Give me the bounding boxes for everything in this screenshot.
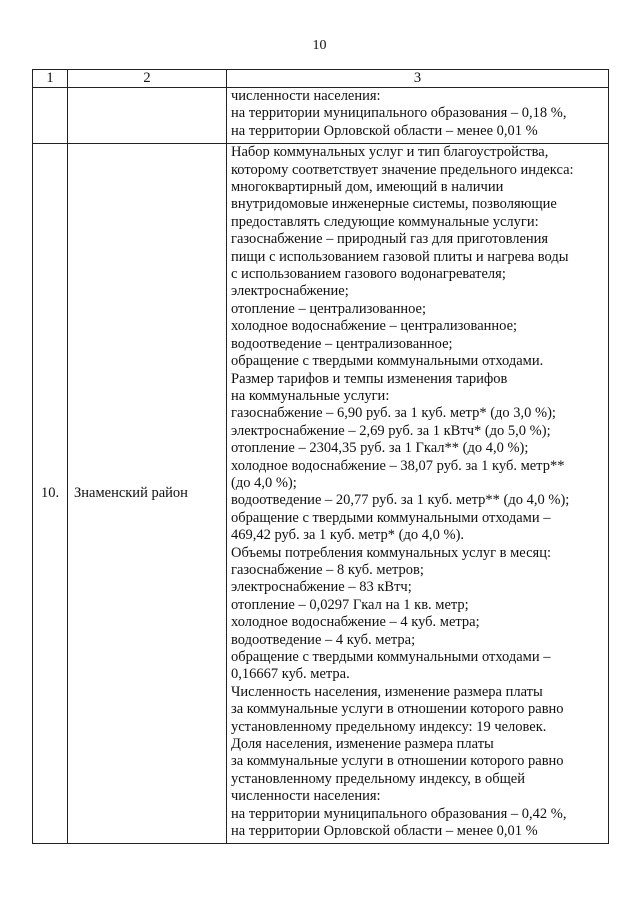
- text-line: обращение с твердыми коммунальными отходами –: [231, 509, 551, 526]
- text-line: газоснабжение – природный газ для приготовления: [231, 231, 549, 248]
- text-line: внутридомовые инженерные системы, позволяющие: [231, 196, 557, 213]
- text-line: 469,42 руб. за 1 куб. метр* (до 4,0 %).: [231, 527, 465, 544]
- text-line: с использованием газового водонагревателя;: [231, 266, 506, 283]
- text-line: пищи с использованием газовой плиты и нагрева воды: [231, 248, 569, 265]
- text-line: на территории муниципального образования – 0,42 %,: [231, 805, 567, 822]
- text-line: Доля населения, изменение размера платы: [231, 736, 494, 753]
- text-line: которому соответствует значение предельного индекса:: [231, 161, 574, 178]
- text-line: холодное водоснабжение – 4 куб. метра;: [231, 614, 480, 631]
- text-line: на коммунальные услуги:: [231, 387, 390, 404]
- continuation-text-cell: [227, 88, 609, 144]
- text-line: обращение с твердыми коммунальными отходами.: [231, 353, 544, 370]
- text-line: за коммунальные услуги в отношении которого равно: [231, 753, 564, 770]
- text-line: многоквартирный дом, имеющий в наличии: [231, 179, 504, 196]
- text-line: на территории Орловской области – менее 0,01 %: [231, 823, 538, 840]
- text-line: электроснабжение;: [231, 283, 349, 300]
- text-line: установленному предельному индексу: 19 человек.: [231, 718, 547, 735]
- row-text-cell: [227, 144, 609, 844]
- text-line: численности населения:: [231, 88, 381, 104]
- text-line: газоснабжение – 6,90 руб. за 1 куб. метр* (до 3,0 %);: [231, 405, 556, 422]
- text-line: на территории муниципального образования – 0,18 %,: [231, 105, 567, 122]
- text-line: на территории Орловской области – менее 0,01 %: [231, 122, 538, 139]
- text-line: электроснабжение – 2,69 руб. за 1 кВтч* (до 5,0 %);: [231, 422, 551, 439]
- continuation-row: [33, 88, 609, 144]
- text-line: (до 4,0 %);: [231, 474, 297, 491]
- header-col-2: 2: [68, 70, 227, 88]
- header-col-3: 3: [227, 70, 609, 88]
- text-line: холодное водоснабжение – 38,07 руб. за 1 куб. метр**: [231, 457, 565, 474]
- text-line: отопление – 0,0297 Гкал на 1 кв. метр;: [231, 596, 469, 613]
- text-line: водоотведение – 20,77 руб. за 1 куб. метр** (до 4,0 %);: [231, 492, 570, 509]
- text-line: водоотведение – 4 куб. метра;: [231, 631, 416, 648]
- text-line: водоотведение – централизованное;: [231, 335, 453, 352]
- table-row: [33, 144, 609, 844]
- page-number: 10: [312, 38, 327, 53]
- region-name: Знаменский район: [68, 144, 227, 844]
- continuation-region-cell: [68, 88, 227, 144]
- text-line: численности населения:: [231, 788, 381, 805]
- text-line: Размер тарифов и темпы изменения тарифов: [231, 370, 508, 387]
- text-line: Численность населения, изменение размера платы: [231, 683, 543, 700]
- text-line: установленному предельному индексу, в общей: [231, 770, 525, 787]
- text-line: предоставлять следующие коммунальные услуги:: [231, 213, 539, 230]
- text-line: 0,16667 куб. метра.: [231, 666, 350, 683]
- text-line: Объемы потребления коммунальных услуг в месяц:: [231, 544, 551, 561]
- text-line: отопление – 2304,35 руб. за 1 Гкал** (до 4,0 %);: [231, 440, 529, 457]
- header-col-1: 1: [33, 70, 68, 88]
- text-line: за коммунальные услуги в отношении которого равно: [231, 701, 564, 718]
- table-header-row: [33, 70, 609, 88]
- text-line: газоснабжение – 8 куб. метров;: [231, 561, 424, 578]
- continuation-num-cell: [33, 88, 68, 144]
- text-line: отопление – централизованное;: [231, 300, 427, 317]
- text-line: холодное водоснабжение – централизованное;: [231, 318, 518, 335]
- text-line: электроснабжение – 83 кВтч;: [231, 579, 412, 596]
- row-number: 10.: [33, 144, 68, 844]
- text-line: обращение с твердыми коммунальными отходами –: [231, 649, 551, 665]
- text-line: Набор коммунальных услуг и тип благоустройства,: [231, 144, 549, 161]
- document-table: [32, 69, 609, 844]
